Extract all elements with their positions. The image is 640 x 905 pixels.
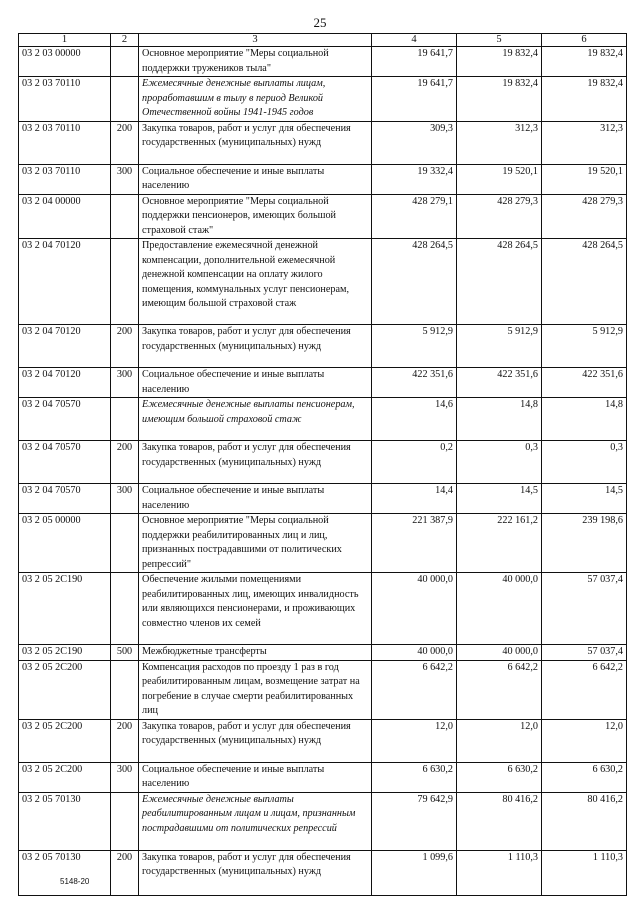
cell-value-1: 422 351,6 bbox=[372, 368, 457, 398]
cell-code: 03 2 04 70120 bbox=[19, 239, 111, 325]
cell-expense-type: 300 bbox=[111, 368, 139, 398]
cell-name: Основное мероприятие "Меры социальной поддержки тружеников тыла" bbox=[139, 47, 372, 77]
cell-name: Ежемесячные денежные выплаты пенсионерам, имеющим большой страховой стаж bbox=[139, 398, 372, 441]
document-footer-code: 5148-20 bbox=[60, 877, 90, 886]
table-row bbox=[19, 239, 627, 325]
cell-expense-type bbox=[111, 573, 139, 645]
cell-value-1: 79 642,9 bbox=[372, 792, 457, 850]
cell-value-2: 6 642,2 bbox=[457, 660, 542, 719]
cell-value-3: 312,3 bbox=[542, 121, 627, 164]
table-row bbox=[19, 398, 627, 441]
cell-value-1: 14,6 bbox=[372, 398, 457, 441]
cell-expense-type bbox=[111, 792, 139, 850]
cell-name: Социальное обеспечение и иные выплаты населению bbox=[139, 164, 372, 194]
table-row bbox=[19, 484, 627, 514]
cell-value-2: 19 832,4 bbox=[457, 47, 542, 77]
table-row bbox=[19, 47, 627, 77]
cell-code: 03 2 05 2С200 bbox=[19, 660, 111, 719]
cell-name: Социальное обеспечение и иные выплаты населению bbox=[139, 368, 372, 398]
cell-value-1: 428 264,5 bbox=[372, 239, 457, 325]
cell-value-2: 14,5 bbox=[457, 484, 542, 514]
table-row bbox=[19, 792, 627, 850]
cell-code: 03 2 05 00000 bbox=[19, 514, 111, 573]
cell-code: 03 2 05 70130 bbox=[19, 850, 111, 895]
cell-code: 03 2 05 2С190 bbox=[19, 573, 111, 645]
cell-name: Социальное обеспечение и иные выплаты населению bbox=[139, 484, 372, 514]
cell-expense-type bbox=[111, 514, 139, 573]
table-row bbox=[19, 368, 627, 398]
table-row bbox=[19, 762, 627, 792]
cell-value-2: 428 279,3 bbox=[457, 194, 542, 239]
cell-value-2: 312,3 bbox=[457, 121, 542, 164]
cell-value-1: 40 000,0 bbox=[372, 645, 457, 661]
cell-name: Основное мероприятие "Меры социальной поддержки реабилитированных лиц и лиц, признанных пострадавшими от политических репрессий" bbox=[139, 514, 372, 573]
cell-code: 03 2 04 70120 bbox=[19, 368, 111, 398]
cell-value-2: 0,3 bbox=[457, 441, 542, 484]
cell-value-3: 6 642,2 bbox=[542, 660, 627, 719]
cell-value-1: 14,4 bbox=[372, 484, 457, 514]
cell-expense-type: 200 bbox=[111, 719, 139, 762]
cell-expense-type bbox=[111, 194, 139, 239]
cell-value-2: 1 110,3 bbox=[457, 850, 542, 895]
cell-value-1: 309,3 bbox=[372, 121, 457, 164]
cell-value-2: 80 416,2 bbox=[457, 792, 542, 850]
cell-expense-type: 300 bbox=[111, 762, 139, 792]
cell-value-3: 0,3 bbox=[542, 441, 627, 484]
cell-code: 03 2 03 00000 bbox=[19, 47, 111, 77]
cell-value-1: 0,2 bbox=[372, 441, 457, 484]
cell-value-2: 5 912,9 bbox=[457, 325, 542, 368]
cell-value-3: 1 110,3 bbox=[542, 850, 627, 895]
cell-value-2: 6 630,2 bbox=[457, 762, 542, 792]
cell-expense-type: 200 bbox=[111, 441, 139, 484]
cell-name: Предоставление ежемесячной денежной компенсации, дополнительной ежемесячной денежной компенсации на оплату жилого помещения, коммунальных услуг пенсионерам, имеющим большой страховой стаж bbox=[139, 239, 372, 325]
table-row bbox=[19, 441, 627, 484]
cell-value-1: 5 912,9 bbox=[372, 325, 457, 368]
cell-value-3: 57 037,4 bbox=[542, 645, 627, 661]
table-row bbox=[19, 77, 627, 122]
cell-value-3: 428 264,5 bbox=[542, 239, 627, 325]
cell-value-1: 428 279,1 bbox=[372, 194, 457, 239]
cell-code: 03 2 03 70110 bbox=[19, 121, 111, 164]
table-row bbox=[19, 573, 627, 645]
cell-name: Ежемесячные денежные выплаты реабилитированным лицам и лицам, признанным пострадавшими от политических репрессий bbox=[139, 792, 372, 850]
cell-value-1: 6 630,2 bbox=[372, 762, 457, 792]
cell-name: Основное мероприятие "Меры социальной поддержки пенсионеров, имеющих большой страховой стаж" bbox=[139, 194, 372, 239]
cell-code: 03 2 03 70110 bbox=[19, 164, 111, 194]
column-header-4: 4 bbox=[372, 34, 457, 47]
cell-value-3: 239 198,6 bbox=[542, 514, 627, 573]
cell-value-1: 40 000,0 bbox=[372, 573, 457, 645]
cell-value-1: 19 332,4 bbox=[372, 164, 457, 194]
table-row bbox=[19, 325, 627, 368]
cell-value-2: 428 264,5 bbox=[457, 239, 542, 325]
cell-code: 03 2 04 00000 bbox=[19, 194, 111, 239]
table-row bbox=[19, 514, 627, 573]
cell-name: Закупка товаров, работ и услуг для обеспечения государственных (муниципальных) нужд bbox=[139, 850, 372, 895]
column-header-5: 5 bbox=[457, 34, 542, 47]
cell-value-3: 428 279,3 bbox=[542, 194, 627, 239]
cell-value-3: 19 832,4 bbox=[542, 47, 627, 77]
column-header-2: 2 bbox=[111, 34, 139, 47]
cell-value-2: 40 000,0 bbox=[457, 645, 542, 661]
cell-value-2: 19 520,1 bbox=[457, 164, 542, 194]
cell-name: Закупка товаров, работ и услуг для обеспечения государственных (муниципальных) нужд bbox=[139, 325, 372, 368]
cell-expense-type: 200 bbox=[111, 121, 139, 164]
cell-value-1: 6 642,2 bbox=[372, 660, 457, 719]
cell-name: Межбюджетные трансферты bbox=[139, 645, 372, 661]
cell-value-2: 222 161,2 bbox=[457, 514, 542, 573]
cell-value-2: 12,0 bbox=[457, 719, 542, 762]
table-row bbox=[19, 719, 627, 762]
cell-value-1: 221 387,9 bbox=[372, 514, 457, 573]
cell-code: 03 2 04 70120 bbox=[19, 325, 111, 368]
cell-value-1: 1 099,6 bbox=[372, 850, 457, 895]
cell-name: Обеспечение жилыми помещениями реабилитированных лиц, имеющих инвалидность или являющихся пенсионерами, и проживающих совместно членов их семей bbox=[139, 573, 372, 645]
table-row bbox=[19, 164, 627, 194]
cell-name: Закупка товаров, работ и услуг для обеспечения государственных (муниципальных) нужд bbox=[139, 121, 372, 164]
cell-value-3: 80 416,2 bbox=[542, 792, 627, 850]
column-header-3: 3 bbox=[139, 34, 372, 47]
cell-expense-type: 200 bbox=[111, 850, 139, 895]
cell-value-3: 14,5 bbox=[542, 484, 627, 514]
cell-value-1: 12,0 bbox=[372, 719, 457, 762]
cell-code: 03 2 05 2С200 bbox=[19, 762, 111, 792]
cell-value-2: 422 351,6 bbox=[457, 368, 542, 398]
cell-value-3: 19 520,1 bbox=[542, 164, 627, 194]
column-header-1: 1 bbox=[19, 34, 111, 47]
cell-code: 03 2 05 70130 bbox=[19, 792, 111, 850]
table-row bbox=[19, 850, 627, 895]
column-number-header-row bbox=[19, 34, 627, 47]
cell-value-3: 6 630,2 bbox=[542, 762, 627, 792]
cell-code: 03 2 04 70570 bbox=[19, 441, 111, 484]
cell-expense-type: 200 bbox=[111, 325, 139, 368]
table-row bbox=[19, 194, 627, 239]
cell-value-2: 19 832,4 bbox=[457, 77, 542, 122]
cell-name: Ежемесячные денежные выплаты лицам, проработавшим в тылу в период Великой Отечественной войны 1941-1945 годов bbox=[139, 77, 372, 122]
page-number: 25 bbox=[313, 15, 327, 30]
cell-value-2: 14,8 bbox=[457, 398, 542, 441]
cell-code: 03 2 04 70570 bbox=[19, 398, 111, 441]
cell-code: 03 2 04 70570 bbox=[19, 484, 111, 514]
cell-expense-type: 300 bbox=[111, 484, 139, 514]
cell-value-1: 19 641,7 bbox=[372, 47, 457, 77]
cell-value-3: 422 351,6 bbox=[542, 368, 627, 398]
cell-expense-type bbox=[111, 660, 139, 719]
cell-name: Закупка товаров, работ и услуг для обеспечения государственных (муниципальных) нужд bbox=[139, 441, 372, 484]
cell-value-1: 19 641,7 bbox=[372, 77, 457, 122]
table-row bbox=[19, 121, 627, 164]
cell-value-3: 57 037,4 bbox=[542, 573, 627, 645]
cell-expense-type: 500 bbox=[111, 645, 139, 661]
cell-value-3: 14,8 bbox=[542, 398, 627, 441]
cell-value-3: 19 832,4 bbox=[542, 77, 627, 122]
table-row bbox=[19, 660, 627, 719]
cell-name: Компенсация расходов по проезду 1 раз в год реабилитированным лицам, возмещение затрат на погребение в случае смерти реабилитированных лиц bbox=[139, 660, 372, 719]
cell-expense-type bbox=[111, 239, 139, 325]
cell-expense-type bbox=[111, 77, 139, 122]
column-header-6: 6 bbox=[542, 34, 627, 47]
table-row bbox=[19, 645, 627, 661]
cell-code: 03 2 03 70110 bbox=[19, 77, 111, 122]
cell-code: 03 2 05 2С200 bbox=[19, 719, 111, 762]
budget-table bbox=[18, 33, 627, 896]
cell-expense-type: 300 bbox=[111, 164, 139, 194]
cell-value-3: 12,0 bbox=[542, 719, 627, 762]
cell-value-3: 5 912,9 bbox=[542, 325, 627, 368]
cell-expense-type bbox=[111, 398, 139, 441]
cell-name: Социальное обеспечение и иные выплаты населению bbox=[139, 762, 372, 792]
cell-value-2: 40 000,0 bbox=[457, 573, 542, 645]
cell-expense-type bbox=[111, 47, 139, 77]
cell-code: 03 2 05 2С190 bbox=[19, 645, 111, 661]
cell-name: Закупка товаров, работ и услуг для обеспечения государственных (муниципальных) нужд bbox=[139, 719, 372, 762]
